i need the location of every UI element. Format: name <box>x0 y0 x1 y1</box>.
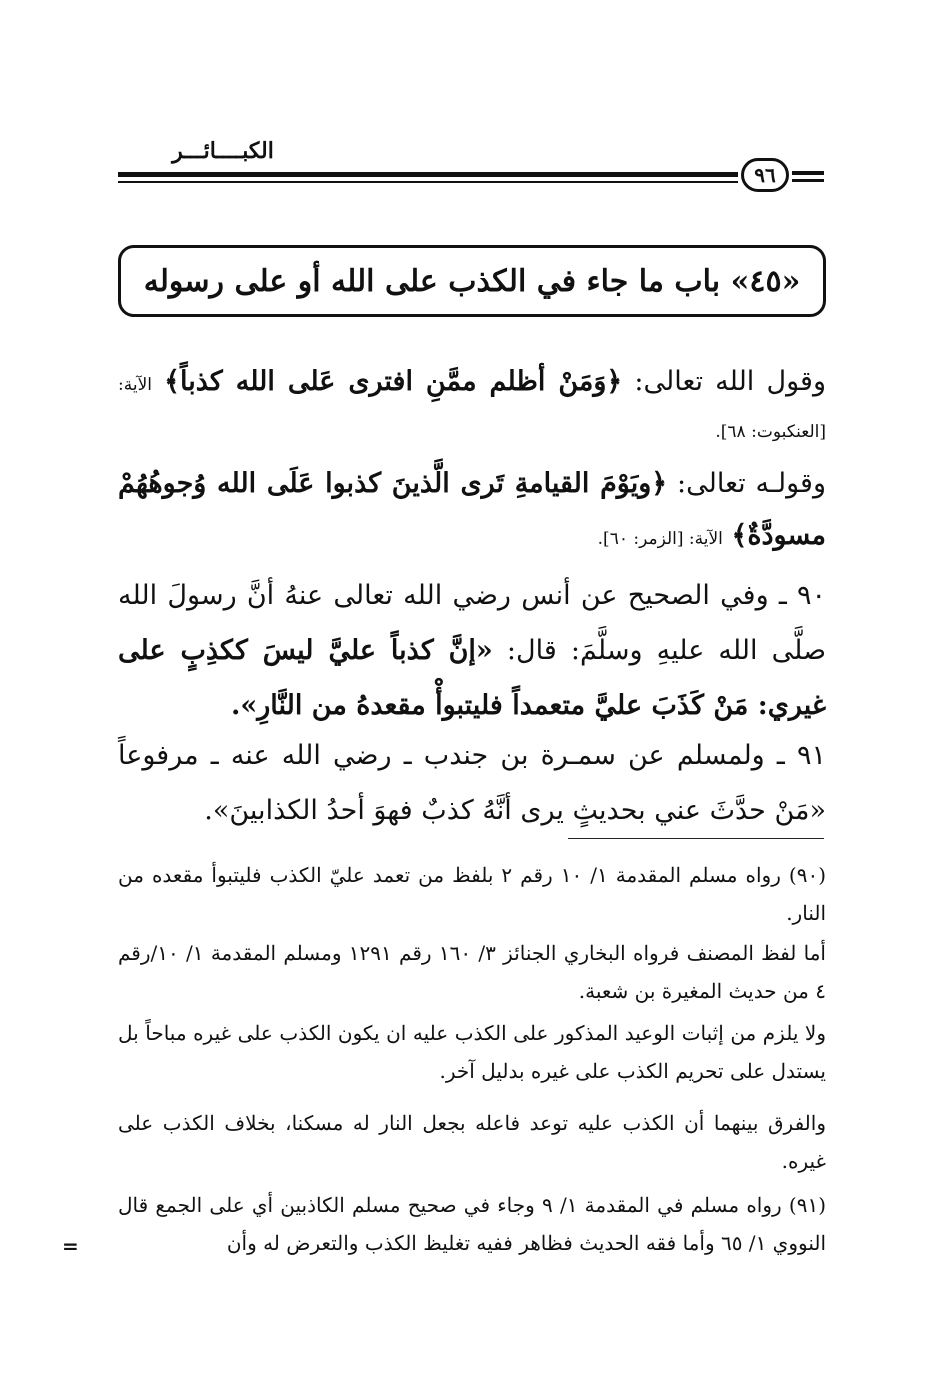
header-rule-thin <box>118 181 738 183</box>
hadith-91: ٩١ ـ ولمسلم عن سمـرة بن جندب ـ رضي الله عنه ـ مرفوعاً «مَنْ حدَّثَ عني بحديثٍ يرى أنَّهُ كذبٌ فهوَ أحدُ الكذابينَ». <box>118 740 826 826</box>
p1-intro: وقول الله تعالى: <box>634 366 826 397</box>
chapter-title-box <box>118 245 826 317</box>
footnote-90-cont-2: ولا يلزم من إثبات الوعيد المذكور على الكذب عليه ان يكون الكذب على غيره مباحاً بل يستدل على تحريم الكذب على غيره بدليل آخر. <box>118 1021 826 1083</box>
footnote-91: (٩١) رواه مسلم في المقدمة ١/ ٩ وجاء في صحيح مسلم الكاذبين أي على الجمع قال النووي ١/ ٦٥ وأما فقه الحديث فظاهر ففيه تغليظ الكذب والتعرض له وأن <box>118 1193 826 1255</box>
continuation-mark: = <box>62 1234 79 1258</box>
footnote-90-cont-3: والفرق بينهما أن الكذب عليه توعد فاعله بجعل النار له مسكنا، بخلاف الكذب على غيره. <box>118 1111 826 1173</box>
page-number-line-right-b <box>792 179 824 182</box>
hadith-90-intro: ٩٠ ـ وفي الصحيح عن أنس رضي الله تعالى عنهُ أنَّ رسولَ الله صلَّى الله عليهِ وسلَّمَ: قال: <box>118 580 827 666</box>
chapter-title: «٤٥» باب ما جاء في الكذب على الله أو على رسوله <box>143 263 801 299</box>
footnote-separator <box>568 838 824 839</box>
paragraph-ankabut <box>118 360 826 454</box>
paragraph-zumar <box>118 458 826 565</box>
hadith-90-quote: «إنَّ كذباً عليَّ ليسَ ككذِبٍ على غيري: مَنْ كَذَبَ عليَّ متعمداً فليتبوأْ مقعدهُ من النَّارِ». <box>118 635 826 721</box>
running-title: الكبــــائـــر <box>172 138 274 164</box>
page-number-line-right <box>792 171 824 175</box>
footnote-90-cont-1: أما لفظ المصنف فرواه البخاري الجنائز ٣/ ١٦٠ رقم ١٢٩١ ومسلم المقدمة ١/ ١٠/رقم ٤ من حديث المغيرة بن شعبة. <box>118 941 826 1003</box>
p2-intro: وقولـه تعالى: <box>677 468 826 499</box>
p1-quran-quote: ﴿وَمَنْ أظلم ممَّنِ افترى عَلى الله كذباً﴾ <box>164 366 623 397</box>
hadith-90 <box>118 568 826 733</box>
header-rule-thick <box>118 172 738 177</box>
p1-citation: الآية: [العنكبوت: ٦٨]. <box>118 375 826 442</box>
p2-citation: الآية: [الزمر: ٦٠]. <box>597 529 723 549</box>
page-number: ٩٦ <box>741 158 789 192</box>
p2-quran-quote: ﴿ويَوْمَ القيامةِ تَرى الَّذينَ كذبوا عَلَى الله وُجوهُهُمْ مسودَّةٌ﴾ <box>118 468 826 551</box>
footnote-90: (٩٠) رواه مسلم المقدمة ١/ ١٠ رقم ٢ بلفظ من تعمد عليّ الكذب فليتبوأ مقعده من النار. <box>118 863 826 925</box>
